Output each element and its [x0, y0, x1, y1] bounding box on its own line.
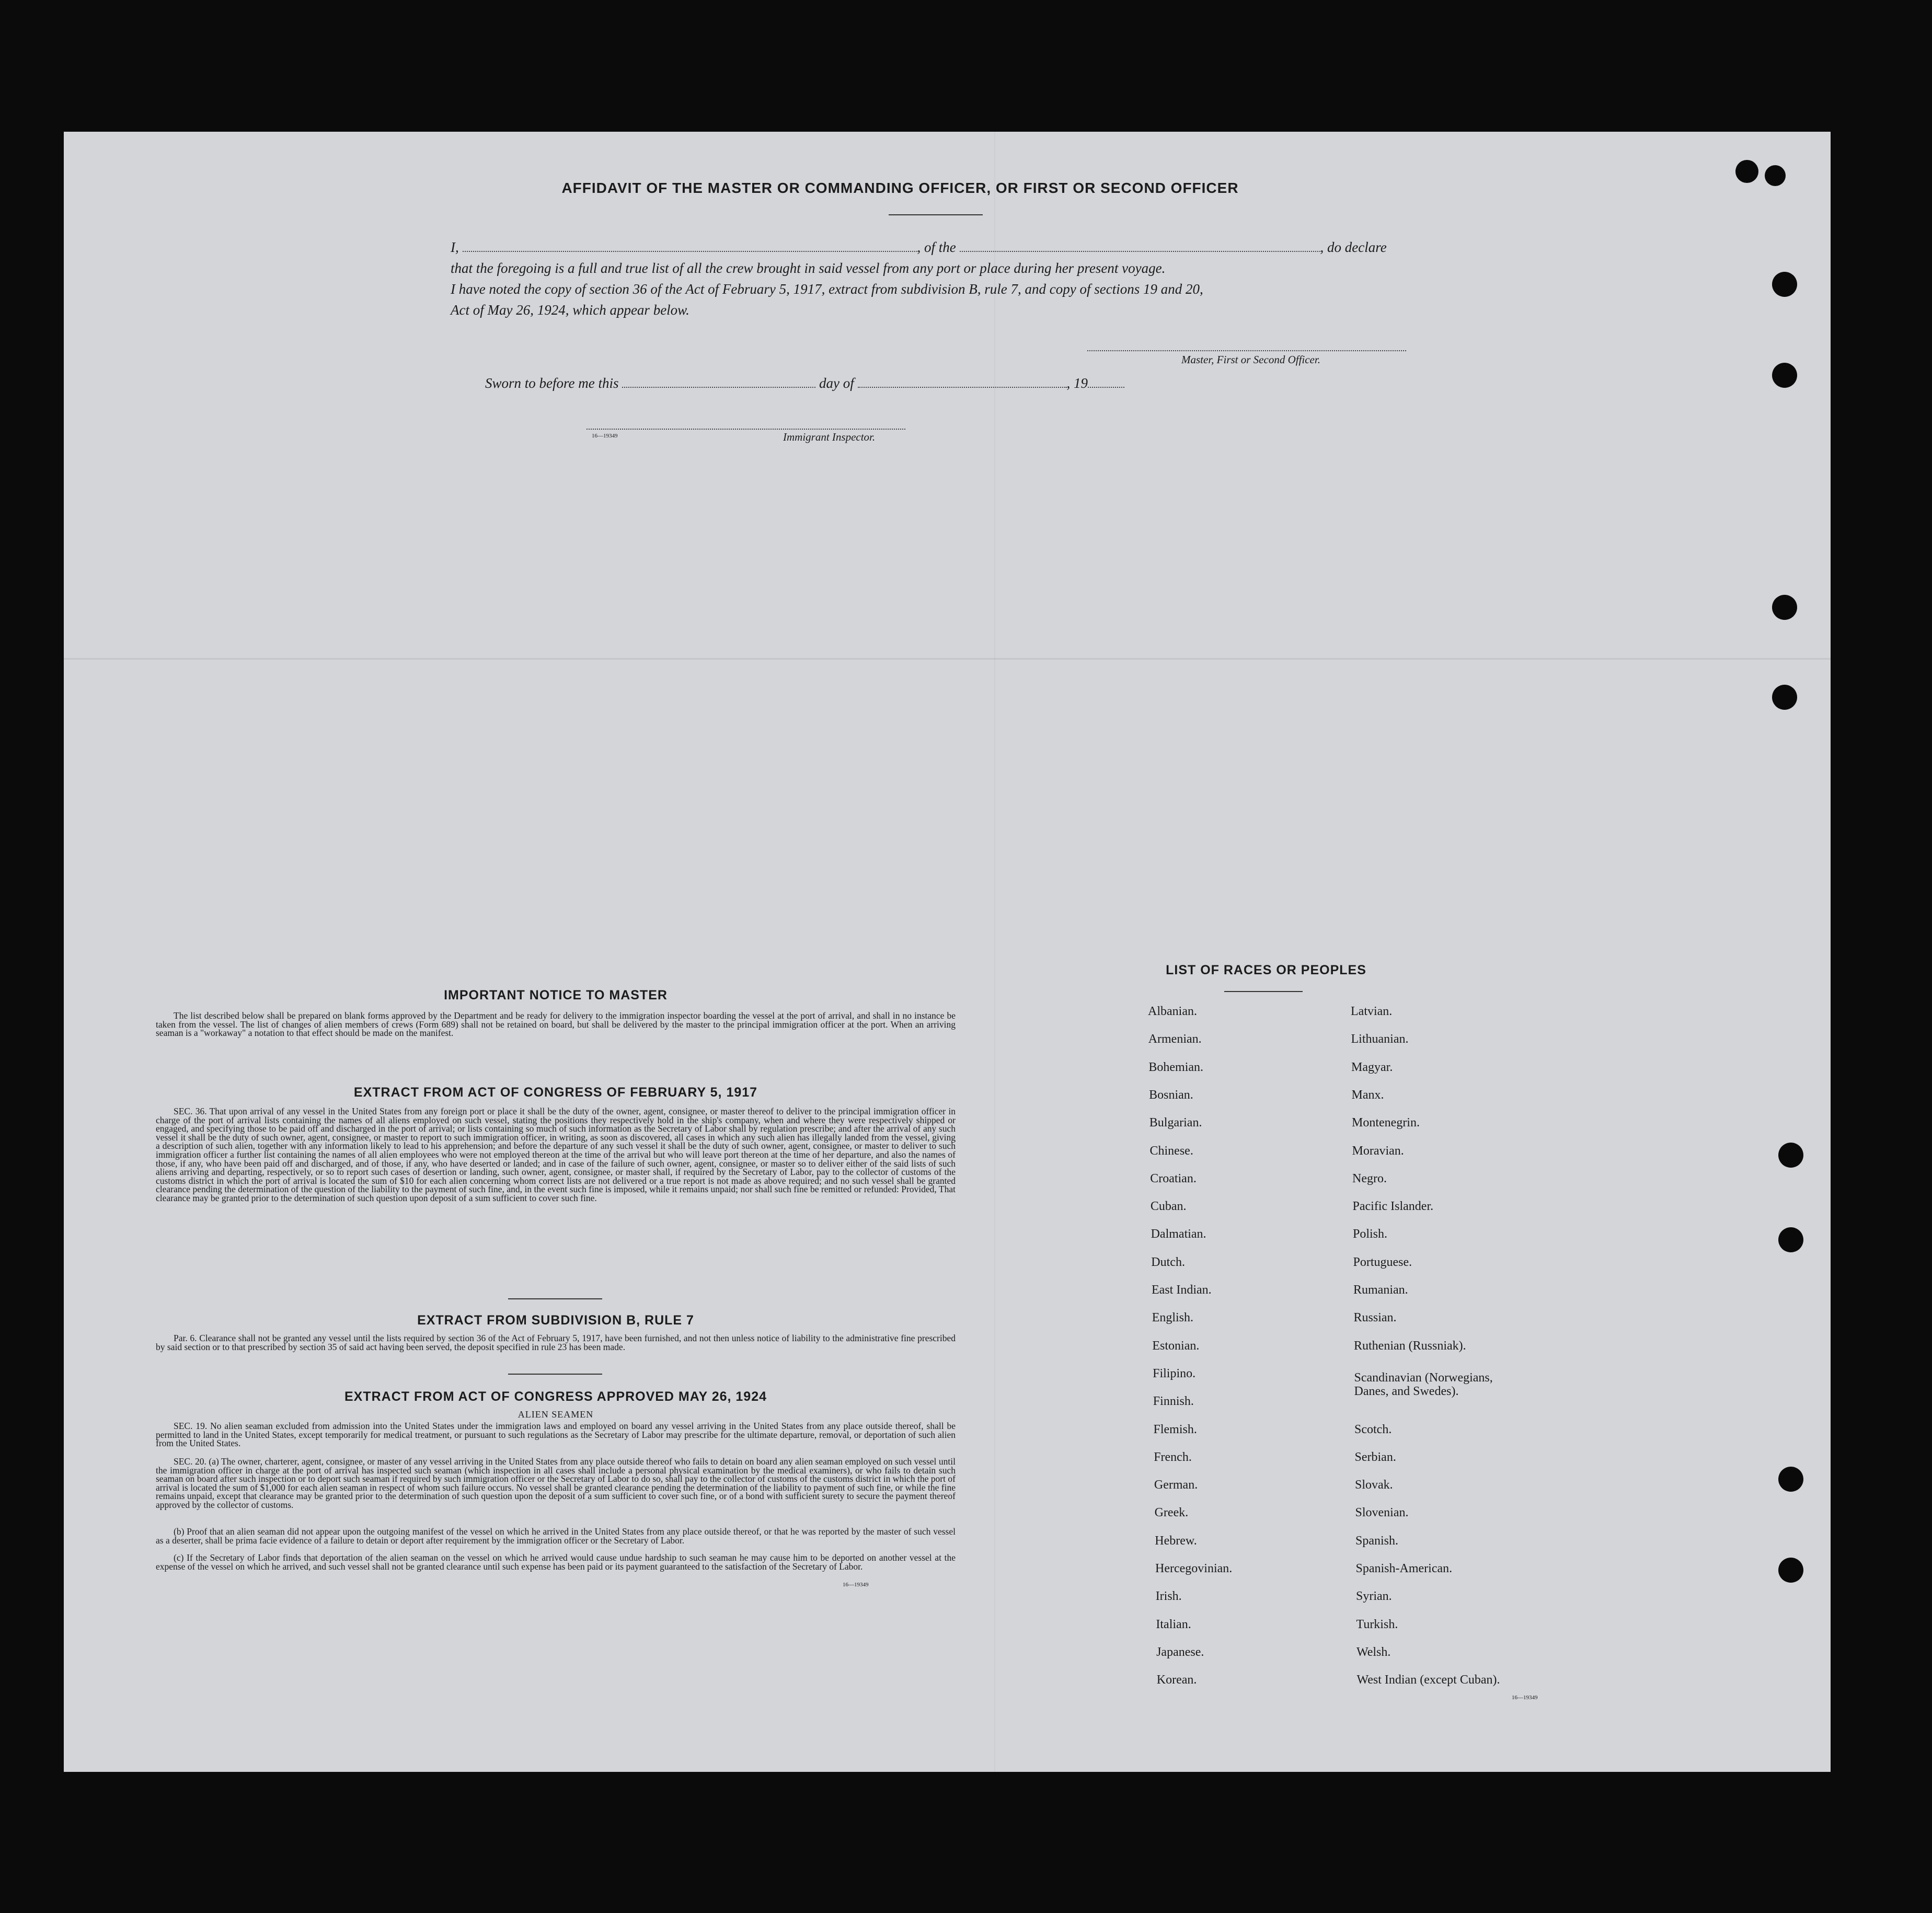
inspector-signature-line[interactable]: [586, 428, 905, 430]
race-item: Irish.: [1155, 1589, 1182, 1604]
race-item: Bohemian.: [1148, 1060, 1204, 1074]
race-item: Japanese.: [1156, 1645, 1204, 1659]
race-item: Serbian.: [1354, 1450, 1396, 1464]
race-item: Latvian.: [1351, 1005, 1393, 1018]
punch-hole: [1772, 595, 1797, 620]
punch-hole: [1778, 1467, 1803, 1492]
race-item: Rumanian.: [1353, 1283, 1408, 1297]
race-item: Armenian.: [1148, 1032, 1202, 1046]
race-item: Cuban.: [1150, 1200, 1187, 1214]
race-item: Spanish-American.: [1355, 1562, 1453, 1575]
declaration-line-2: that the foregoing is a full and true list of all the crew brought in said vessel from any port or place during her present voyage.: [451, 260, 1166, 276]
punch-hole: [1765, 165, 1786, 186]
race-item: Scotch.: [1354, 1422, 1392, 1436]
punch-hole: [1772, 685, 1797, 710]
race-item: Bosnian.: [1149, 1088, 1193, 1102]
rule7-text: Par. 6. Clearance shall not be granted any vessel until the lists required by section 36 of the Act of February 5, 1917, have been furnished, and not then unless notice of liability to the administrative fine prescribed by said section or to that prescribed by section 35 of said act having been served, the deposit specified in rule 23 has been made.: [156, 1333, 956, 1352]
paper-fold: [64, 658, 1831, 660]
race-item: French.: [1154, 1450, 1192, 1464]
punch-hole: [1772, 272, 1797, 297]
master-name-field[interactable]: [463, 250, 917, 252]
of-the-label: , of the: [917, 239, 956, 255]
declaration-line-1: [451, 239, 1433, 256]
year-label: , 19: [1066, 375, 1088, 391]
race-item: Slovak.: [1355, 1478, 1393, 1492]
race-item: Chinese.: [1149, 1144, 1193, 1158]
extract-1917-title: EXTRACT FROM ACT OF CONGRESS OF FEBRUARY 5, 1917: [353, 1085, 758, 1100]
form-number: 16—19349: [1512, 1695, 1538, 1701]
day-of-label: day of: [819, 375, 854, 391]
extract-1924-title: EXTRACT FROM ACT OF CONGRESS APPROVED MAY 26, 1924: [344, 1389, 767, 1404]
race-item: Slovenian.: [1355, 1506, 1409, 1520]
punch-hole: [1778, 1558, 1803, 1583]
race-item: Moravian.: [1352, 1144, 1404, 1158]
punch-hole: [1778, 1227, 1803, 1252]
master-signature-caption: Master, First or Second Officer.: [1181, 353, 1320, 366]
rule7-title: EXTRACT FROM SUBDIVISION B, RULE 7: [417, 1313, 694, 1328]
sec20b-text: (b) Proof that an alien seaman did not appear upon the outgoing manifest of the vessel on which he arrived in the United States from any place outside thereof, or that he was reported by the master of such vessel as a deserter, shall be prima facie evidence of a failure to detain or deport after requirement by the immigration officer or the Secretary of Labor.: [156, 1526, 956, 1546]
race-item: Russian.: [1353, 1311, 1397, 1325]
race-item: Filipino.: [1153, 1366, 1196, 1380]
sworn-day-field[interactable]: [622, 386, 815, 388]
notice-text: The list described below shall be prepared on blank forms approved by the Department and be ready for delivery to the immigration inspector boarding the vessel at the port of arrival, and shall in no instance be taken from the vessel. The list of changes of alien members of crews (Form 689) shall not be retained on board, but shall be delivered by the master to the principal immigration officer at the port. When an arriving seaman is a "workaway" a notation to that effect should be made on the manifest.: [156, 1010, 956, 1039]
inspector-caption: Immigrant Inspector.: [783, 431, 876, 443]
punch-hole: [1778, 1143, 1803, 1168]
race-item: Korean.: [1156, 1673, 1197, 1687]
alien-seamen-subtitle: ALIEN SEAMEN: [518, 1409, 594, 1420]
sec36-text: SEC. 36. That upon arrival of any vessel in the United States from any foreign port or place it shall be the duty of the owner, agent, consignee, or master thereof to deliver to the principal immigration officer in charge of the port of arrival lists containing the names of all aliens employed on such vessel, stating the positions they respectively hold in the ship's company, when and where they were respectively shipped or engaged, and specifying those to be paid off and discharged in the port of arrival; or lists containing so much of such information as the Secretary of Labor shall by regulation prescribe; and after the arrival of any such vessel it shall be the duty of such owner, agent, consignee, or master to report to such immigration officer, in writing, as soon as discovered, all cases in which any such alien has illegally landed from the vessel, giving a description of such alien, together with any information likely to lead to his apprehension; and before the departure of any such vessel it shall be the duty of such owner, agent, consignee, or master to deliver to such immigration officer a further list containing the names of all alien employees who were not employed thereon at the time of the arrival but who will leave port thereon at the time of her departure, and also the names of those, if any, who have been paid off and discharged, and of those, if any, who have deserted or landed; and in case of the failure of such owner, agent, consignee, or master so to deliver either of the said lists of such aliens arriving and departing, respectively, or so to report such cases of desertion or landing, such owner, agent, consignee, or master shall, if required by the Secretary of Labor, pay to the collector of customs of the customs district in which the port of arrival is located the sum of $10 for each alien concerning whom correct lists are not delivered or a true report is not made as above required; and no such vessel shall be granted clearance pending the determination of the question of the liability to the payment of such fine, and, in the event such fine is imposed, while it remains unpaid; nor shall such fine be remitted or refunded: Provided, That clearance may be granted prior to the determination of such question upon deposit of a sum sufficient to cover such fine.: [156, 1106, 956, 1203]
race-item: Hebrew.: [1155, 1534, 1197, 1548]
race-item: Scandinavian (Norwegians, Danes, and Swedes).: [1354, 1370, 1493, 1398]
race-item: Ruthenian (Russniak).: [1354, 1339, 1466, 1353]
form-number: 16—19349: [592, 433, 618, 439]
race-item: Hercegovinian.: [1155, 1562, 1233, 1575]
race-item: Syrian.: [1356, 1589, 1392, 1604]
master-signature-line[interactable]: [1087, 350, 1406, 351]
sworn-year-field[interactable]: [1088, 386, 1124, 388]
race-item: German.: [1154, 1478, 1198, 1492]
race-item: Flemish.: [1153, 1422, 1197, 1436]
race-item: Manx.: [1351, 1088, 1384, 1102]
sec20a-text: SEC. 20. (a) The owner, charterer, agent, consignee, or master of any vessel arriving in the United States from any place outside thereof who fails to detain on board any alien seaman employed on such vessel until the immigration officer in charge at the port of arrival has inspected such seaman (which inspection in all cases shall include a personal physical examination by the medical examiners), or who fails to detain such seaman on board after such inspection or to deport such seaman if required by such immigration officer or the Secretary of Labor to do so, shall pay to the collector of customs of the customs district in which the port of arrival is located the sum of $1,000 for each alien seaman in respect of whom such failure occurs. No vessel shall be granted clearance pending the determination of the liability to payment of such fine, or while the fine remains unpaid, except that clearance may be granted prior to the determination of such question upon the deposit of a sum sufficient to cover such fine, or of a bond with sufficient surety to secure the payment thereof approved by the collector of customs.: [156, 1456, 956, 1510]
sec20c-text: (c) If the Secretary of Labor finds that deportation of the alien seaman on the vessel on which he arrived would cause undue hardship to such seaman he may cause him to be deported on another vessel at the expense of the vessel on which he arrived, and such vessel shall not be granted clearance until such expense has been paid or its payment guaranteed to the satisfaction of the Secretary of Labor.: [156, 1552, 956, 1572]
sworn-month-field[interactable]: [858, 386, 1067, 388]
section-rule: [508, 1298, 602, 1299]
i-label: I,: [451, 239, 459, 255]
race-item: Croatian.: [1150, 1171, 1197, 1185]
race-item: Negro.: [1352, 1171, 1387, 1185]
race-item: West Indian (except Cuban).: [1356, 1673, 1500, 1687]
race-item: Dutch.: [1151, 1255, 1185, 1269]
races-rule: [1224, 991, 1303, 992]
race-item: Pacific Islander.: [1352, 1200, 1434, 1214]
punch-hole: [1735, 160, 1758, 183]
race-item: Turkish.: [1356, 1617, 1398, 1631]
race-item: Bulgarian.: [1149, 1116, 1202, 1130]
race-item: Magyar.: [1351, 1060, 1393, 1074]
notice-title: IMPORTANT NOTICE TO MASTER: [444, 988, 668, 1002]
title-rule: [889, 214, 983, 215]
race-item: Italian.: [1156, 1617, 1191, 1631]
race-item: Welsh.: [1356, 1645, 1391, 1659]
declaration-line-4: Act of May 26, 1924, which appear below.: [451, 302, 689, 318]
form-number: 16—19349: [843, 1582, 869, 1588]
race-item: Spanish.: [1355, 1534, 1399, 1548]
affidavit-title: AFFIDAVIT OF THE MASTER OR COMMANDING OFFICER, OR FIRST OR SECOND OFFICER: [561, 180, 1239, 196]
race-item: Montenegrin.: [1352, 1116, 1420, 1130]
sworn-label: Sworn to before me this: [485, 375, 619, 391]
form-page: [64, 132, 1831, 1772]
race-item: Greek.: [1154, 1506, 1189, 1520]
declaration-line-3: I have noted the copy of section 36 of the Act of February 5, 1917, extract from subdivision B, rule 7, and copy of sections 19 and 20,: [451, 281, 1203, 297]
sec19-text: SEC. 19. No alien seaman excluded from admission into the United States under the immigration laws and employed on board any vessel arriving in the United States from any place outside thereof, shall be permitted to land in the United States, except temporarily for medical treatment, or pursuant to such regulations as the Secretary of Labor may prescribe for the ultimate departure, removal, or deportation of such alien from the United States.: [156, 1421, 956, 1449]
race-item: English.: [1152, 1311, 1194, 1325]
sworn-line: [485, 375, 1269, 391]
race-item: Albanian.: [1148, 1005, 1197, 1018]
declare-label: , do declare: [1320, 239, 1387, 255]
punch-hole: [1772, 363, 1797, 388]
vessel-name-field[interactable]: [960, 250, 1320, 252]
race-item: Polish.: [1353, 1227, 1388, 1241]
race-item: Portuguese.: [1353, 1255, 1412, 1269]
race-item: Lithuanian.: [1351, 1032, 1409, 1046]
race-item: East Indian.: [1152, 1283, 1212, 1297]
section-rule: [508, 1374, 602, 1375]
race-item: Estonian.: [1152, 1339, 1200, 1353]
race-item: Finnish.: [1153, 1395, 1194, 1409]
race-item: Dalmatian.: [1151, 1227, 1206, 1241]
races-title: LIST OF RACES OR PEOPLES: [1166, 963, 1366, 977]
